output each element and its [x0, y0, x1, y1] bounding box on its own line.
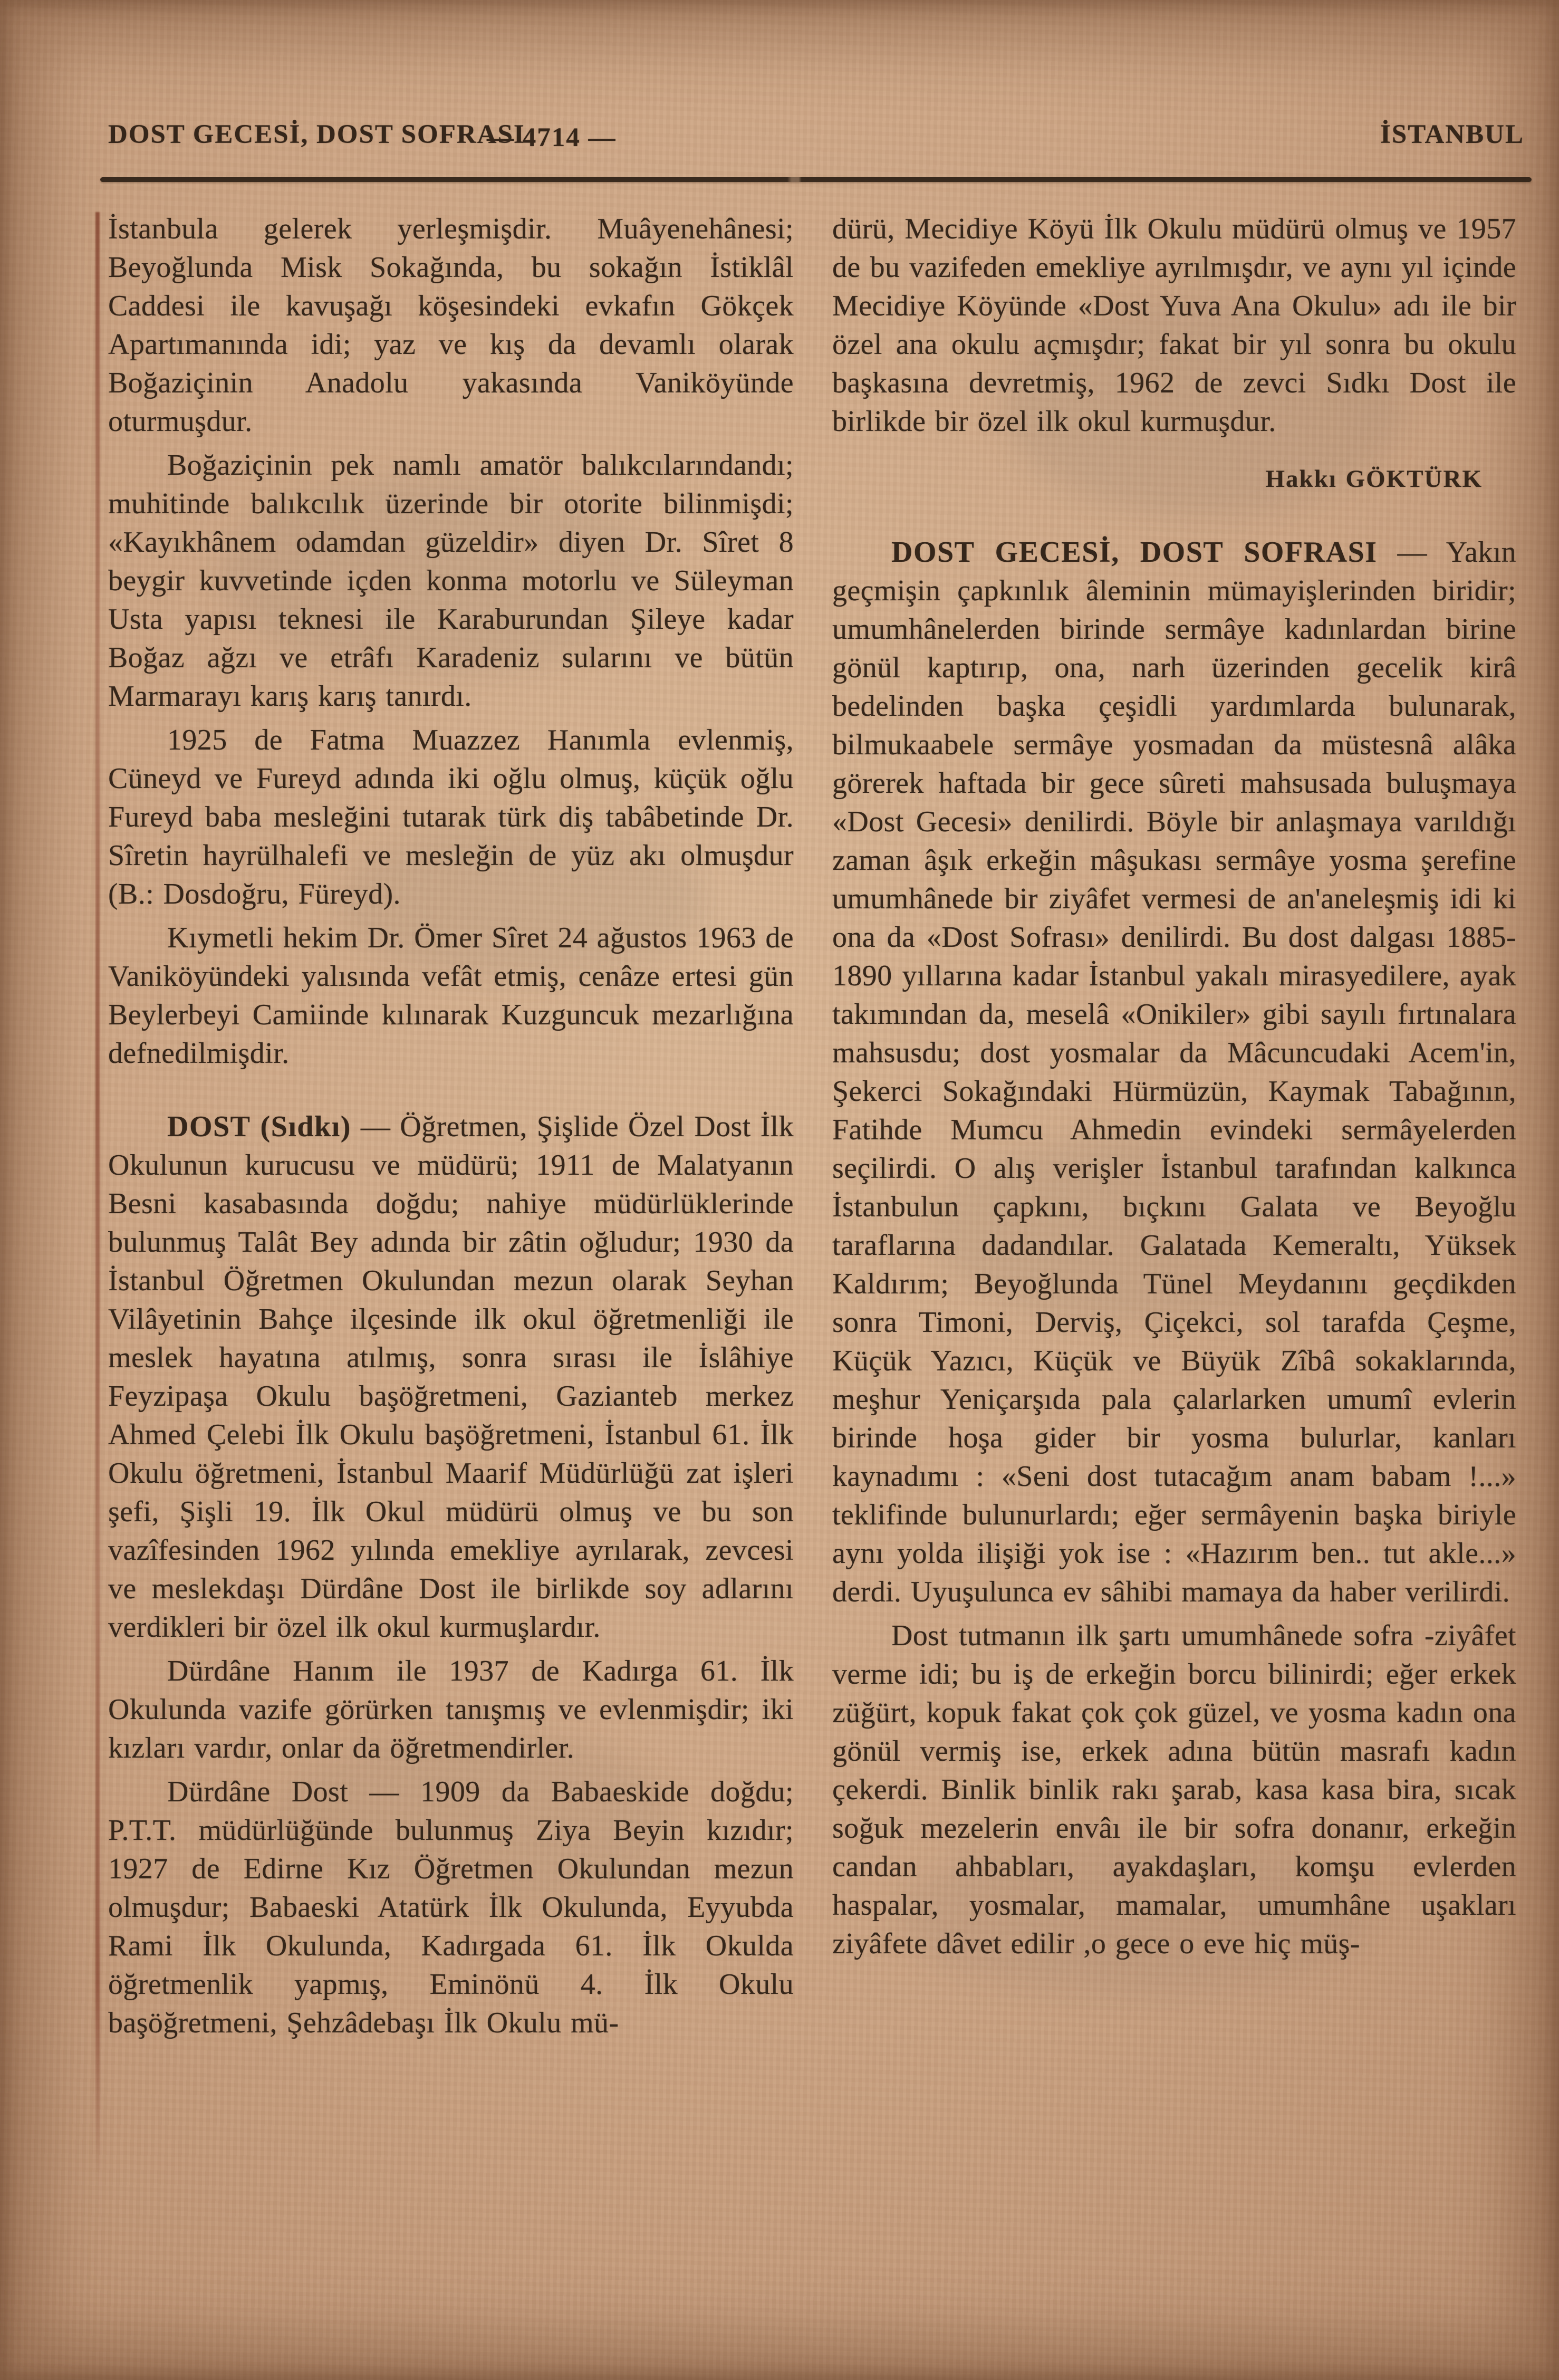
paragraph: Dürdâne Hanım ile 1937 de Kadırga 61. İlk Okulunda vazife görürken tanışmış ve evlenmişdir; iki kızları vardır, onlar da öğretmendirler. [108, 1655, 794, 1764]
paragraph: 1925 de Fatma Muazzez Hanımla evlenmiş, Cüneyd ve Fureyd adında iki oğlu olmuş, küçük oğlu Fureyd baba mesleğini tutarak türk diş tabâbetinde Dr. Sîretin hayrülhalefi ve mesleğin de yüz akı olmuşdur (B.: Dosdoğru, Füreyd). [108, 724, 794, 910]
paragraph: İstanbula gelerek yerleşmişdir. Muâyenehânesi; Beyoğlunda Misk Sokağında, bu sokağın İstiklâl Caddesi ile kavuşağı köşesindeki evkafın Gökçek Apartımanında idi; yaz ve kış da devamlı olarak Boğaziçinin Anadolu yakasında Vaniköyünde oturmuşdur. [108, 213, 794, 438]
paragraph: Dürdâne Dost — 1909 da Babaeskide doğdu; P.T.T. müdürlüğünde bulunmuş Ziya Beyin kızıdır; 1927 de Edirne Kız Öğretmen Okulundan mezun olmuşdur; Babaeski Atatürk İlk Okulunda, Eyyubda Rami İlk Okulunda, Kadırgada 61. İlk Okulda öğretmenlik yapmış, Eminönü 4. İlk Okulu başöğretmeni, Şehzâdebaşı İlk Okulu mü- [108, 1776, 794, 2039]
author-signature: Hakkı GÖKTÜRK [1265, 465, 1483, 493]
entry-paragraph: DOST (Sıdkı) — Öğretmen, Şişlide Özel Dost İlk Okulunun kurucusu ve müdürü; 1911 de Malatyanın Besni kasabasında doğdu; nahiye müdürlüklerinde bulunmuş Talât Bey adında bir zâtin oğludur; 1930 da İstanbul Öğretmen Okulundan mezun olarak Seyhan Vilâyetinin Bahçe ilçesinde ilk okul öğretmenliği ile meslek hayatına atılmış, sonra sırası ile İslâhiye Feyzipaşa Okulu başöğretmeni, Gazianteb merkez Ahmed Çelebi İlk Okulu başöğretmeni, İstanbul 61. İlk Okulu öğretmeni, İstanbul Maarif Müdürlüğü zat işleri şefi, Şişli 19. İlk Okul müdürü olmuş ve bu son vazîfesinden 1962 yılında emekliye ayrılarak, zevcesi ve meslekdaşı Dürdâne Dost ile birlikde soy adlarını verdikleri bir özel ilk okul kurmuşlardır. [108, 1110, 794, 1644]
entry-paragraph: DOST GECESİ, DOST SOFRASI — Yakın geçmişin çapkınlık âleminin mümayişlerinden biridir; umumhânelerden birinde sermâye kadınlardan birine gönül kaptırıp, ona, narh üzerinden gecelik kirâ bedelinden başka çeşidli yardımlarda bulunarak, bilmukaabele sermâye yosmadan da müstesnâ alâka görerek haftada bir gece sûreti mahsusada buluşmaya «Dost Gecesi» denilirdi. Böyle bir anlaşmaya varıldığı zaman âşık erkeğin mâşukası sermâye yosma şerefine umumhânede bir ziyâfet vermesi de an'aneleşmiş idi ki ona da «Dost Sofrası» denilirdi. Bu dost dalgası 1885-1890 yıllarına kadar İstanbul yakalı mirasyedilere, ayak takımından da, meselâ «Onikiler» gibi sayılı fırtınalara mahsusdu; dost yosmalar da Mâcuncudaki Acem'in, Şekerci Sokağındaki Hürmüzün, Kaymak Tabağının, Fatihde Mumcu Ahmedin evindeki sermâyelerden seçilirdi. O alış verişler İstanbul tarafından kalkınca İstanbulun çapkını, bıçkını Galata ve Beyoğlu taraflarına dadandılar. Galatada Kemeraltı, Yüksek Kaldırım; Beyoğlunda Tünel Meydanını geçdikden sonra Timoni, Derviş, Çiçekci, sol tarafda Çeşme, Küçük Yazıcı, Küçük ve Büyük Zîbâ sokaklarında, meşhur Yeniçarşıda pala çalarlarken umumî evlerin birinde hoşa gider bir yosma bulurlar, kanları kaynadımı : «Seni dost tutacağım anam babam !...» teklifinde bulunurlardı; eğer sermâyenin başka biriyle aynı yolda ilişiği yok ise : «Hazırım ben.. tut akle...» derdi. Uyuşulunca ev sâhibi mamaya da haber verilirdi. [832, 536, 1516, 1608]
running-head-volume: İSTANBUL [1380, 120, 1524, 149]
paragraph: Boğaziçinin pek namlı amatör balıkcılarındandı; muhitinde balıkcılık üzerinde bir otorite bilinmişdi; «Kayıkhânem odamdan güzeldir» diyen Dr. Sîret 8 beygir kuvvetinde içden konma motorlu ve Süleyman Usta yapısı teknesi ile Karaburundan Şileye kadar Boğaz ağzı ve etrâfı Karadeniz sularını ve bütün Marmarayı karış karış tanırdı. [108, 449, 794, 713]
running-head [108, 119, 1527, 165]
text-column-left [108, 210, 794, 2197]
header-rule [100, 177, 1532, 182]
entry-heading: DOST GECESİ, DOST SOFRASI [891, 536, 1378, 569]
text-column-right [832, 210, 1516, 2197]
paragraph: Kıymetli hekim Dr. Ömer Sîret 24 ağustos 1963 de Vaniköyündeki yalısında vefât etmiş, cenâze ertesi gün Beylerbeyi Camiinde kılınarak Kuzguncuk mezarlığına defnedilmişdir. [108, 922, 794, 1070]
paragraph: dürü, Mecidiye Köyü İlk Okulu müdürü olmuş ve 1957 de bu vazifeden emekliye ayrılmışdır, ve aynı yıl içinde Mecidiye Köyünde «Dost Yuva Ana Okulu» adı ile bir özel ana okulu açmışdır; fakat bir yıl sonra bu okulu başkasına devretmiş, 1962 de zevci Sıdkı Dost ile birlikde bir özel ilk okul kurmuşdur. [832, 213, 1516, 438]
running-head-title: DOST GECESİ, DOST SOFRASI [108, 120, 525, 149]
paragraph: Dost tutmanın ilk şartı umumhânede sofra -ziyâfet verme idi; bu iş de erkeğin borcu bilinirdi; eğer erkek züğürt, kopuk fakat çok çok güzel, ve yosma kadın ona gönül vermiş ise, erkek adına bütün masrafı kadın çekerdi. Binlik binlik rakı şarab, kasa kasa bira, sıcak soğuk mezelerin envâı ile bir sofra donanır, erkeğin candan ahbabları, ayakdaşları, komşu evlerden haspalar, yosmalar, mamalar, umumhâne uşakları ziyâfete dâvet edilir ,o gece o eve hiç müş- [832, 1619, 1516, 1960]
entry-heading: DOST (Sıdkı) [167, 1110, 351, 1143]
margin-bleed-line [95, 212, 100, 2180]
page-number: — 4714 — [487, 123, 617, 152]
